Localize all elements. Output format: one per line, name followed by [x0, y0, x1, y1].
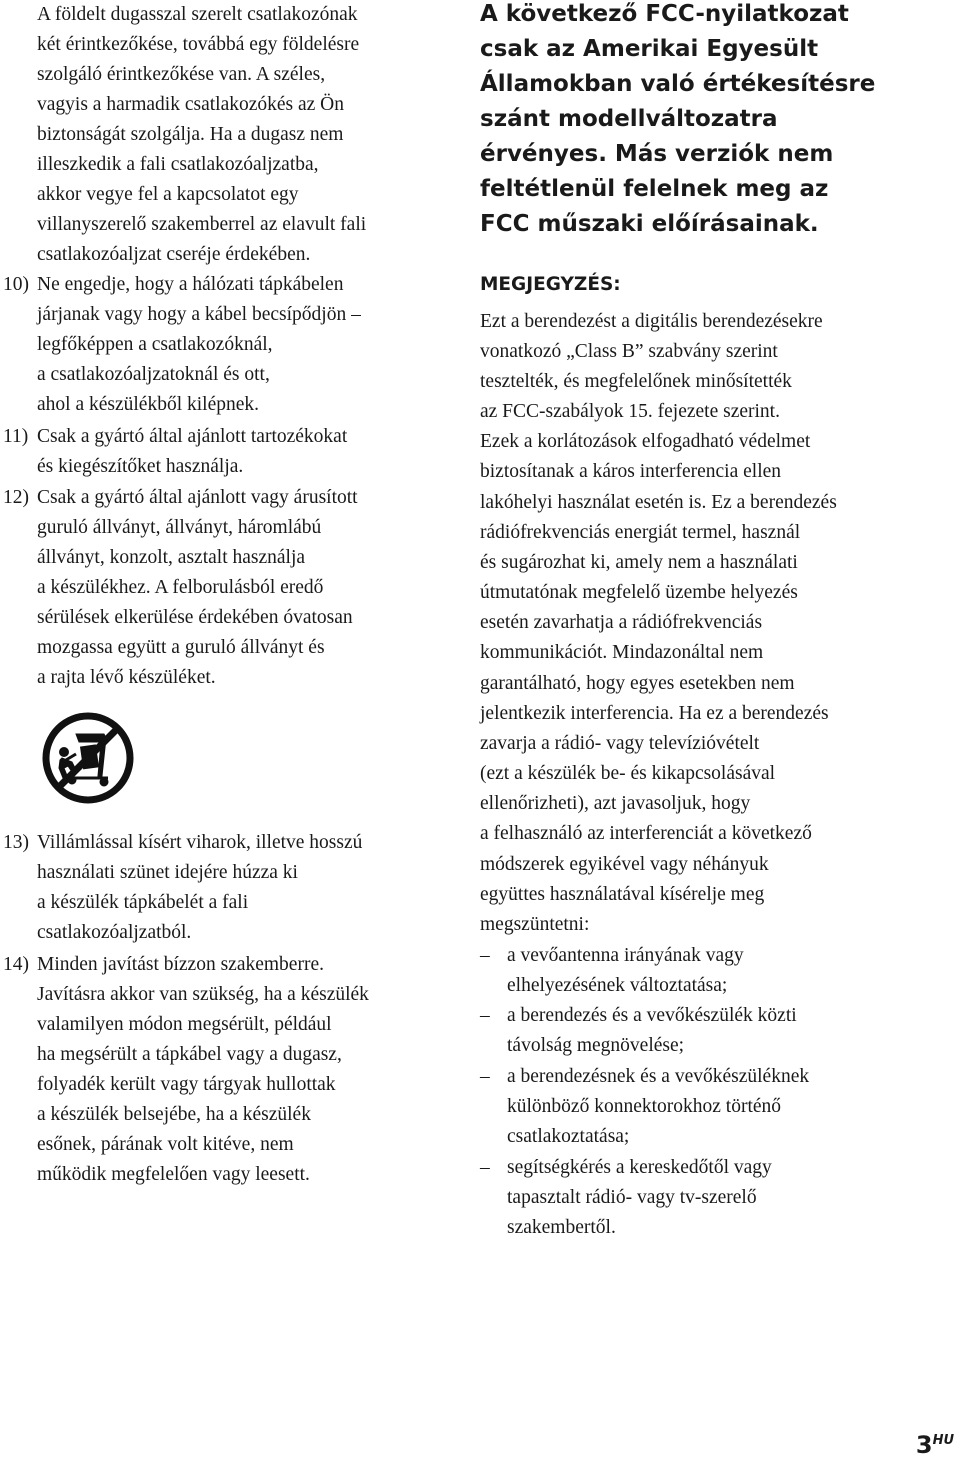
item-12-line: sérülések elkerülése érdekében óvatosan — [37, 607, 353, 628]
cart-tip-over-warning-icon — [42, 712, 134, 804]
bullet-dash: – — [480, 945, 490, 966]
item-12-line: a rajta lévő készüléket. — [37, 667, 216, 688]
bullet-line: segítségkérés a kereskedőtől vagy — [507, 1157, 772, 1178]
fcc-heading-line: FCC műszaki előírásainak. — [480, 211, 819, 237]
item-14-line: a készülék belsejébe, ha a készülék — [37, 1104, 311, 1125]
item-12-line: állványt, konzolt, asztalt használja — [37, 547, 306, 568]
item-14-line: esőnek, párának volt kitéve, nem — [37, 1134, 294, 1155]
fcc-heading-line: feltétlenül felelnek meg az — [480, 176, 829, 202]
bullet-dash: – — [480, 1157, 490, 1178]
item-12-line: mozgassa együtt a guruló állványt és — [37, 637, 325, 658]
intro-line: illeszkedik a fali csatlakozóaljzatba, — [37, 154, 319, 175]
fcc-heading-line: A következő FCC-nyilatkozat — [480, 1, 849, 27]
item-14-line: Javításra akkor van szükség, ha a készülék — [37, 984, 369, 1005]
item-11-line: Csak a gyártó által ajánlott tartozékokat — [37, 426, 348, 447]
intro-line: szolgáló érintkezőkése van. A széles, — [37, 64, 326, 85]
note-line: biztosítanak a káros interferencia ellen — [480, 461, 782, 482]
note-line: rádiófrekvenciás energiát termel, használ — [480, 522, 801, 543]
item-14-number: 14) — [3, 954, 29, 975]
note-line: az FCC-szabályok 15. fejezete szerint. — [480, 401, 780, 422]
item-10-line: Ne engedje, hogy a hálózati tápkábelen — [37, 274, 344, 295]
bullet-line: elhelyezésének változtatása; — [507, 975, 728, 996]
bullet-line: szakembertől. — [507, 1217, 616, 1238]
note-line: Ezt a berendezést a digitális berendezésekre — [480, 311, 823, 332]
fcc-heading-line: Államokban való értékesítésre — [480, 71, 876, 97]
item-14-line: működik megfelelően vagy leesett. — [37, 1164, 310, 1185]
bullet-dash: – — [480, 1005, 490, 1026]
item-11-number: 11) — [3, 426, 29, 447]
bullet-line: távolság megnövelése; — [507, 1035, 685, 1056]
note-line: a felhasználó az interferenciát a következő — [480, 823, 812, 844]
item-14-line: folyadék került vagy tárgyak hullottak — [37, 1074, 336, 1095]
bullet-line: a berendezés és a vevőkészülék közti — [507, 1005, 797, 1026]
fcc-heading-line: érvényes. Más verziók nem — [480, 141, 834, 167]
fcc-heading-line: csak az Amerikai Egyesült — [480, 36, 819, 62]
note-line: megszüntetni: — [480, 914, 590, 935]
item-13-line: csatlakozóaljzatból. — [37, 922, 192, 943]
item-13-line: Villámlással kísért viharok, illetve hosszú — [37, 832, 363, 853]
note-line: esetén zavarhatja a rádiófrekvenciás — [480, 612, 763, 633]
fcc-heading-line: szánt modellváltozatra — [480, 106, 778, 132]
intro-line: villanyszerelő szakemberrel az elavult fali — [37, 214, 367, 235]
note-line: útmutatónak megfelelő üzembe helyezés — [480, 582, 798, 603]
note-line: Ezek a korlátozások elfogadható védelmet — [480, 431, 811, 452]
item-12-line: Csak a gyártó által ajánlott vagy árusított — [37, 487, 358, 508]
item-10-line: járjanak vagy hogy a kábel becsípődjön – — [37, 304, 361, 325]
item-13-line: a készülék tápkábelét a fali — [37, 892, 249, 913]
intro-line: A földelt dugasszal szerelt csatlakozónak — [37, 4, 358, 25]
item-14-line: valamilyen módon megsérült, például — [37, 1014, 332, 1035]
item-10-line: legfőképpen a csatlakozóknál, — [37, 334, 273, 355]
note-line: és sugározhat ki, amely nem a használati — [480, 552, 798, 573]
bullet-line: tapasztalt rádió- vagy tv-szerelő — [507, 1187, 757, 1208]
item-13-number: 13) — [3, 832, 29, 853]
bullet-line: csatlakoztatása; — [507, 1126, 630, 1147]
note-line: garantálható, hogy egyes esetekben nem — [480, 673, 795, 694]
note-line: kommunikációt. Mindazonáltal nem — [480, 642, 764, 663]
intro-line: vagyis a harmadik csatlakozókés az Ön — [37, 94, 345, 115]
item-10-number: 10) — [3, 274, 29, 295]
note-line: módszerek egyikével vagy néhányuk — [480, 854, 769, 875]
intro-line: biztonságát szolgálja. Ha a dugasz nem — [37, 124, 344, 145]
item-12-line: a készülékhez. A felborulásból eredő — [37, 577, 324, 598]
page-number-value: 3 — [915, 1431, 933, 1459]
intro-line: akkor vegye fel a kapcsolatot egy — [37, 184, 299, 205]
intro-line: csatlakozóaljzat cseréje érdekében. — [37, 244, 311, 265]
note-line: jelentkezik interferencia. Ha ez a berendezés — [480, 703, 829, 724]
bullet-line: a vevőantenna irányának vagy — [507, 945, 744, 966]
bullet-dash: – — [480, 1066, 490, 1087]
item-12-number: 12) — [3, 487, 29, 508]
note-line: lakóhelyi használat esetén is. Ez a berendezés — [480, 492, 837, 513]
note-title: MEGJEGYZÉS: — [480, 274, 621, 295]
note-line: zavarja a rádió- vagy televízióvételt — [480, 733, 760, 754]
note-line: (ezt a készülék be- és kikapcsolásával — [480, 763, 776, 784]
note-line: együttes használatával kísérelje meg — [480, 884, 765, 905]
item-12-line: guruló állványt, állványt, háromlábú — [37, 517, 322, 538]
item-10-line: a csatlakozóaljzatoknál és ott, — [37, 364, 270, 385]
item-14-line: ha megsérült a tápkábel vagy a dugasz, — [37, 1044, 342, 1065]
note-line: tesztelték, és megfelelőnek minősítették — [480, 371, 792, 392]
intro-line: két érintkezőkése, továbbá egy földelésre — [37, 34, 360, 55]
page-number — [916, 1431, 954, 1459]
item-13-line: használati szünet idejére húzza ki — [37, 862, 298, 883]
bullet-line: a berendezésnek és a vevőkészüléknek — [507, 1066, 810, 1087]
page-language-code: HU — [932, 1433, 954, 1448]
item-11-line: és kiegészítőket használja. — [37, 456, 244, 477]
item-14-line: Minden javítást bízzon szakemberre. — [37, 954, 324, 975]
note-line: vonatkozó „Class B” szabvány szerint — [480, 341, 778, 362]
bullet-line: különböző konnektorokhoz történő — [507, 1096, 782, 1117]
note-line: ellenőrizheti), azt javasoljuk, hogy — [480, 793, 751, 814]
item-10-line: ahol a készülékből kilépnek. — [37, 394, 260, 415]
